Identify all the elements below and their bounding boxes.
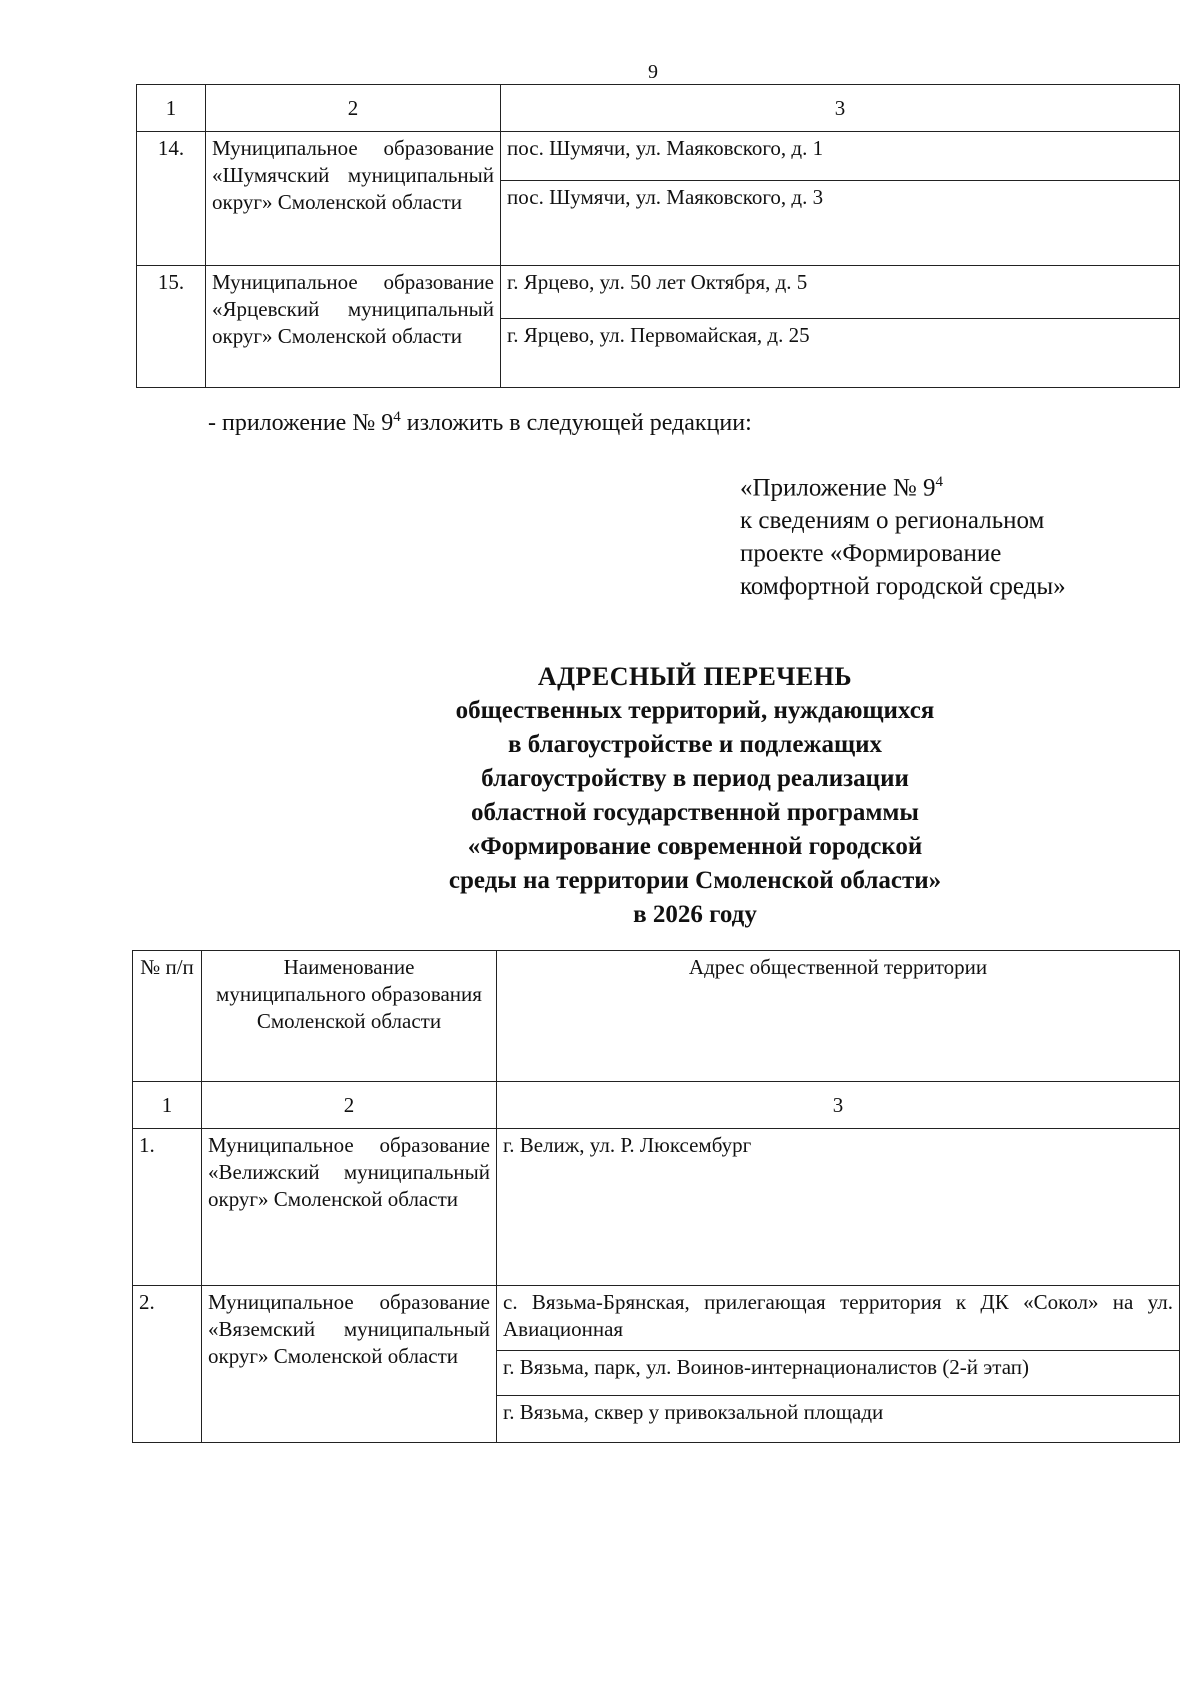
page-number: 9	[648, 61, 658, 83]
title-line: общественных территорий, нуждающихся	[455, 697, 935, 724]
territory-address: пос. Шумячи, ул. Маяковского, д. 3	[501, 181, 1180, 266]
row-number: 14.	[137, 132, 206, 266]
table-row	[133, 1286, 1180, 1351]
table-row	[137, 132, 1180, 181]
header-number: № п/п	[133, 951, 202, 1082]
header-address: Адрес общественной территории	[497, 951, 1180, 1082]
title-line: «Формирование современной городской	[467, 833, 923, 860]
column-number-row	[133, 1082, 1180, 1129]
address-list-table	[132, 950, 1180, 1443]
instruction-text: - приложение № 9	[208, 410, 394, 436]
title-line: в благоустройстве и подлежащих	[507, 731, 883, 758]
column-number: 3	[497, 1082, 1180, 1129]
territory-address: пос. Шумячи, ул. Маяковского, д. 1	[501, 132, 1180, 181]
appendix-note	[740, 466, 1066, 603]
column-number: 3	[501, 85, 1180, 132]
municipality-name: Муниципальное образование «Ярцевский муниципальный округ» Смоленской области	[206, 266, 501, 388]
column-number: 1	[133, 1082, 202, 1129]
appendix-note-line: комфортной городской среды»	[740, 573, 1066, 601]
territory-address: г. Вязьма, сквер у привокзальной площади	[497, 1396, 1180, 1443]
table-row	[137, 266, 1180, 319]
appendix-superscript: 4	[935, 474, 944, 490]
column-number: 2	[202, 1082, 497, 1129]
continued-address-table	[136, 84, 1180, 388]
column-number-row	[137, 85, 1180, 132]
row-number: 1.	[133, 1129, 202, 1286]
territory-address: с. Вязьма-Брянская, прилегающая территория к ДК «Сокол» на ул. Авиационная	[497, 1286, 1180, 1351]
instruction-text: изложить в следующей редакции:	[400, 410, 752, 436]
column-number: 2	[206, 85, 501, 132]
row-number: 2.	[133, 1286, 202, 1443]
title-line: в 2026 году	[633, 901, 757, 928]
appendix-note-line: проекте «Формирование	[740, 540, 1002, 568]
header-municipality: Наименование муниципального образования Смоленской области	[202, 951, 497, 1082]
column-number: 1	[137, 85, 206, 132]
territory-address: г. Вязьма, парк, ул. Воинов-интернационалистов (2-й этап)	[497, 1351, 1180, 1396]
territory-address: г. Ярцево, ул. 50 лет Октября, д. 5	[501, 266, 1180, 319]
instruction-superscript: 4	[393, 409, 401, 425]
title-main: АДРЕСНЫЙ ПЕРЕЧЕНЬ	[537, 662, 853, 691]
municipality-name: Муниципальное образование «Велижский муниципальный округ» Смоленской области	[202, 1129, 497, 1286]
territory-address: г. Велиж, ул. Р. Люксембург	[497, 1129, 1180, 1286]
row-number: 15.	[137, 266, 206, 388]
document-title	[330, 660, 1060, 932]
title-line: среды на территории Смоленской области»	[448, 867, 942, 894]
amendment-instruction	[208, 402, 752, 438]
table-header-row	[133, 951, 1180, 1082]
title-line: областной государственной программы	[471, 799, 919, 826]
title-line: благоустройству в период реализации	[481, 765, 909, 792]
appendix-note-line	[740, 466, 1066, 504]
table-row	[133, 1129, 1180, 1286]
appendix-label: «Приложение № 9	[740, 474, 936, 502]
municipality-name: Муниципальное образование «Вяземский муниципальный округ» Смоленской области	[202, 1286, 497, 1443]
municipality-name: Муниципальное образование «Шумячский муниципальный округ» Смоленской области	[206, 132, 501, 266]
territory-address: г. Ярцево, ул. Первомайская, д. 25	[501, 319, 1180, 388]
appendix-note-line: к сведениям о региональном	[740, 507, 1045, 535]
